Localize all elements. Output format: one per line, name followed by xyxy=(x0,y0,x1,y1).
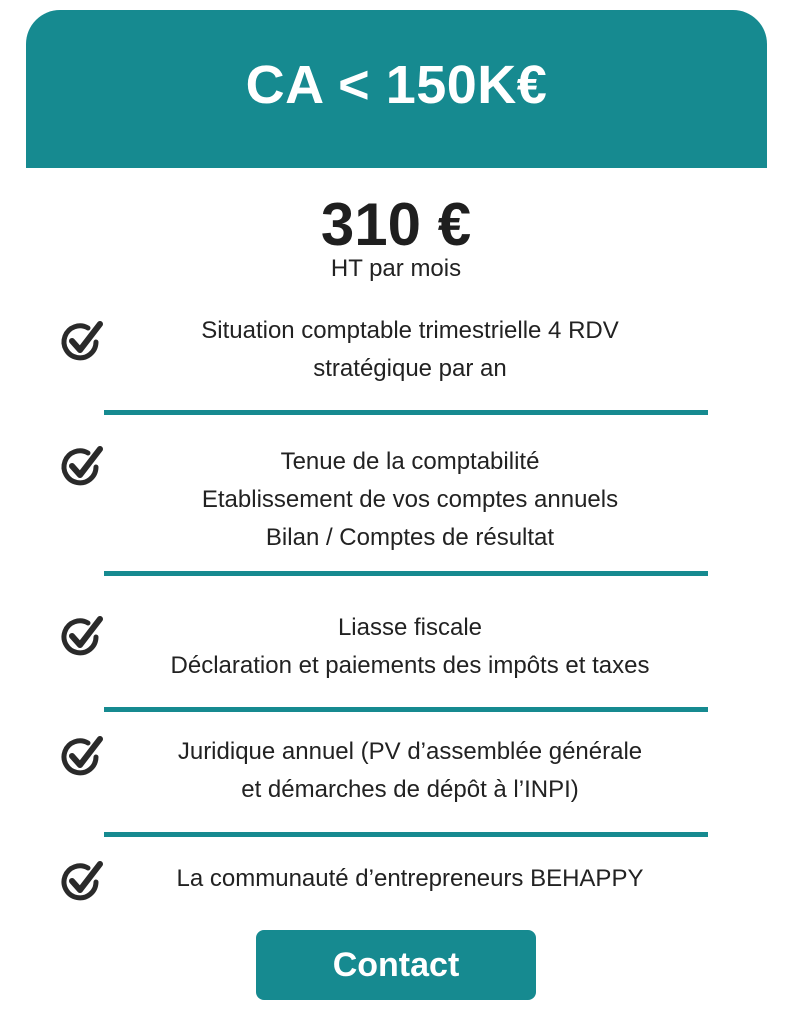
feature-line: Déclaration et paiements des impôts et taxes xyxy=(170,652,650,679)
price-amount: 310 € xyxy=(320,191,472,258)
feature-text xyxy=(110,312,710,388)
feature-divider xyxy=(104,832,708,837)
feature-divider xyxy=(104,571,708,576)
check-circle-icon xyxy=(58,733,106,781)
feature-text xyxy=(110,443,710,557)
feature-line: Juridique annuel (PV d’assemblée générale xyxy=(177,738,643,765)
feature-line: Tenue de la comptabilité xyxy=(280,448,540,475)
feature-text xyxy=(110,733,710,809)
feature-text xyxy=(110,609,710,685)
check-circle-icon xyxy=(58,613,106,661)
feature-line: La communauté d’entrepreneurs BEHAPPY xyxy=(176,865,644,892)
contact-button[interactable]: Contact xyxy=(256,930,536,1000)
feature-line: Liasse fiscale xyxy=(337,614,483,641)
feature-divider xyxy=(104,707,708,712)
check-circle-icon xyxy=(58,318,106,366)
feature-divider xyxy=(104,410,708,415)
check-circle-icon xyxy=(58,858,106,906)
feature-line: Situation comptable trimestrielle 4 RDV xyxy=(201,317,619,344)
feature-line: stratégique par an xyxy=(313,355,507,382)
plan-title: CA < 150K€ xyxy=(245,55,548,115)
price-period: HT par mois xyxy=(330,255,462,282)
feature-line: Bilan / Comptes de résultat xyxy=(265,524,555,551)
pricing-header xyxy=(26,10,767,168)
check-circle-icon xyxy=(58,443,106,491)
feature-text xyxy=(110,860,710,898)
feature-line: Etablissement de vos comptes annuels xyxy=(201,486,619,513)
feature-line: et démarches de dépôt à l’INPI) xyxy=(241,776,579,803)
